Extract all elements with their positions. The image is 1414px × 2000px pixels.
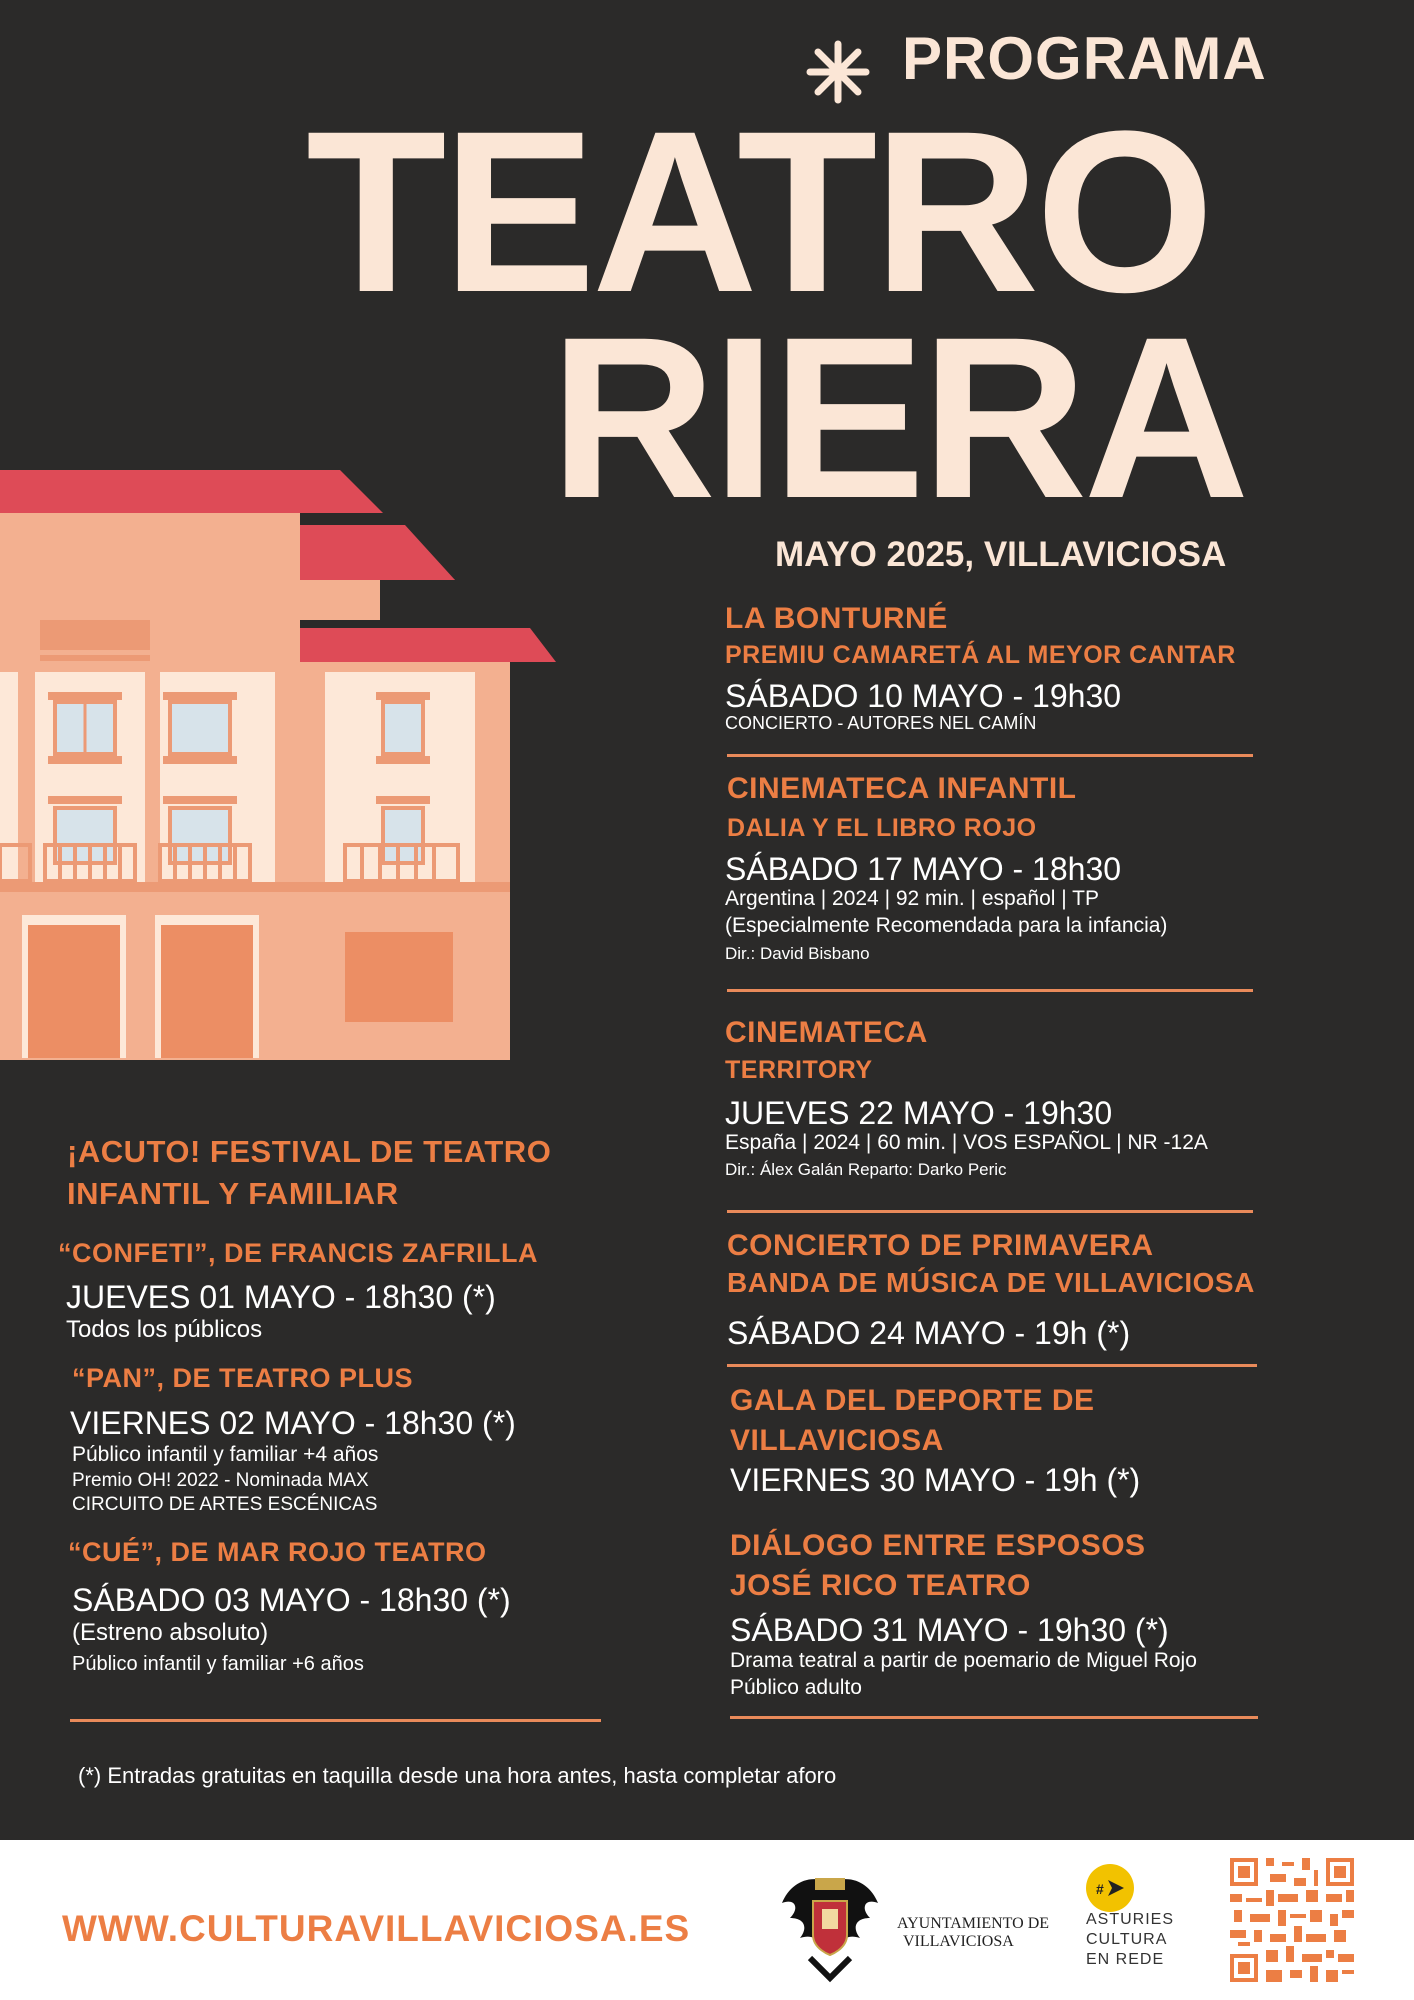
event-title: JOSÉ RICO TEATRO — [730, 1569, 1031, 1602]
divider — [730, 1716, 1258, 1719]
qr-code[interactable] — [1230, 1858, 1354, 1982]
show-title: “PAN”, DE TEATRO PLUS — [72, 1363, 414, 1393]
show-info: (Estreno absoluto) — [72, 1619, 269, 1646]
event-date: SÁBADO 17 MAYO - 18h30 — [725, 851, 1122, 887]
show-date: VIERNES 02 MAYO - 18h30 (*) — [70, 1405, 516, 1441]
show-info: Premio OH! 2022 - Nominada MAX — [72, 1470, 369, 1491]
event-info: Drama teatral a partir de poemario de Miguel Rojo — [730, 1649, 1197, 1672]
festival-title-line1: ¡ACUTO! FESTIVAL DE TEATRO — [67, 1134, 552, 1169]
divider — [727, 754, 1253, 757]
event-subtitle: DALIA Y EL LIBRO ROJO — [727, 814, 1037, 842]
event-info: (Especialmente Recomendada para la infancia) — [725, 914, 1168, 937]
website-link[interactable]: WWW.CULTURAVILLAVICIOSA.ES — [62, 1908, 691, 1949]
asturies-line1: ASTURIES — [1086, 1911, 1175, 1928]
event-subtitle: TERRITORY — [725, 1056, 873, 1084]
divider — [727, 989, 1253, 992]
event-info: Dir.: Álex Galán Reparto: Darko Peric — [725, 1160, 1007, 1179]
divider — [727, 1210, 1253, 1213]
date-location-subtitle: MAYO 2025, VILLAVICIOSA — [775, 535, 1227, 574]
event-date: SÁBADO 10 MAYO - 19h30 — [725, 678, 1122, 714]
event-subtitle: PREMIU CAMARETÁ AL MEYOR CANTAR — [725, 641, 1236, 669]
divider — [70, 1719, 601, 1722]
event-subtitle: BANDA DE MÚSICA DE VILLAVICIOSA — [727, 1267, 1255, 1298]
free-entry-note: (*) Entradas gratuitas en taquilla desde una hora antes, hasta completar aforo — [78, 1763, 837, 1788]
ayuntamiento-label — [897, 1915, 1049, 1951]
event-title: CONCIERTO DE PRIMAVERA — [727, 1229, 1154, 1262]
event-info: España | 2024 | 60 min. | VOS ESPAÑOL | NR -12A — [725, 1131, 1208, 1154]
show-date: JUEVES 01 MAYO - 18h30 (*) — [66, 1279, 496, 1315]
asturies-line2: CULTURA — [1086, 1931, 1168, 1948]
theatre-building-illustration — [0, 470, 560, 1070]
event-title: CINEMATECA INFANTIL — [727, 772, 1077, 805]
asturies-cultura-logo — [1084, 1862, 1136, 1914]
coat-of-arms-logo — [780, 1873, 880, 1983]
show-info: Público infantil y familiar +4 años — [72, 1443, 379, 1466]
event-title: LA BONTURNÉ — [725, 602, 948, 635]
show-date: SÁBADO 03 MAYO - 18h30 (*) — [72, 1582, 511, 1618]
show-info: Público infantil y familiar +6 años — [72, 1653, 364, 1675]
asturies-line3: EN REDE — [1086, 1951, 1165, 1968]
ayuntamiento-line1: AYUNTAMIENTO DE — [897, 1915, 1050, 1932]
show-title: “CONFETI”, DE FRANCIS ZAFRILLA — [58, 1238, 538, 1268]
event-info: Dir.: David Bisbano — [725, 944, 870, 963]
event-title: VILLAVICIOSA — [730, 1424, 944, 1457]
event-info: Público adulto — [730, 1676, 862, 1699]
ayuntamiento-line2: VILLAVICIOSA — [903, 1933, 1014, 1950]
event-date: VIERNES 30 MAYO - 19h (*) — [730, 1462, 1141, 1498]
event-info: CONCIERTO - AUTORES NEL CAMÍN — [725, 713, 1037, 733]
event-date: JUEVES 22 MAYO - 19h30 — [725, 1095, 1113, 1131]
show-info: CIRCUITO DE ARTES ESCÉNICAS — [72, 1494, 378, 1515]
event-date: SÁBADO 24 MAYO - 19h (*) — [727, 1315, 1131, 1351]
title-riera: RIERA — [550, 289, 1246, 546]
svg-text:#: # — [1096, 1881, 1104, 1897]
programa-label: PROGRAMA — [902, 25, 1267, 92]
title-teatro: TEATRO — [306, 83, 1211, 340]
event-title: DIÁLOGO ENTRE ESPOSOS — [730, 1529, 1146, 1562]
event-title: CINEMATECA — [725, 1016, 928, 1049]
divider — [727, 1364, 1257, 1367]
event-title: GALA DEL DEPORTE DE — [730, 1384, 1095, 1417]
event-date: SÁBADO 31 MAYO - 19h30 (*) — [730, 1612, 1169, 1648]
festival-title-line2: INFANTIL Y FAMILIAR — [67, 1176, 399, 1211]
event-info: Argentina | 2024 | 92 min. | español | TP — [725, 887, 1099, 910]
show-title: “CUÉ”, DE MAR ROJO TEATRO — [68, 1537, 487, 1567]
show-info: Todos los públicos — [66, 1316, 263, 1343]
asturies-label — [1086, 1910, 1174, 1970]
